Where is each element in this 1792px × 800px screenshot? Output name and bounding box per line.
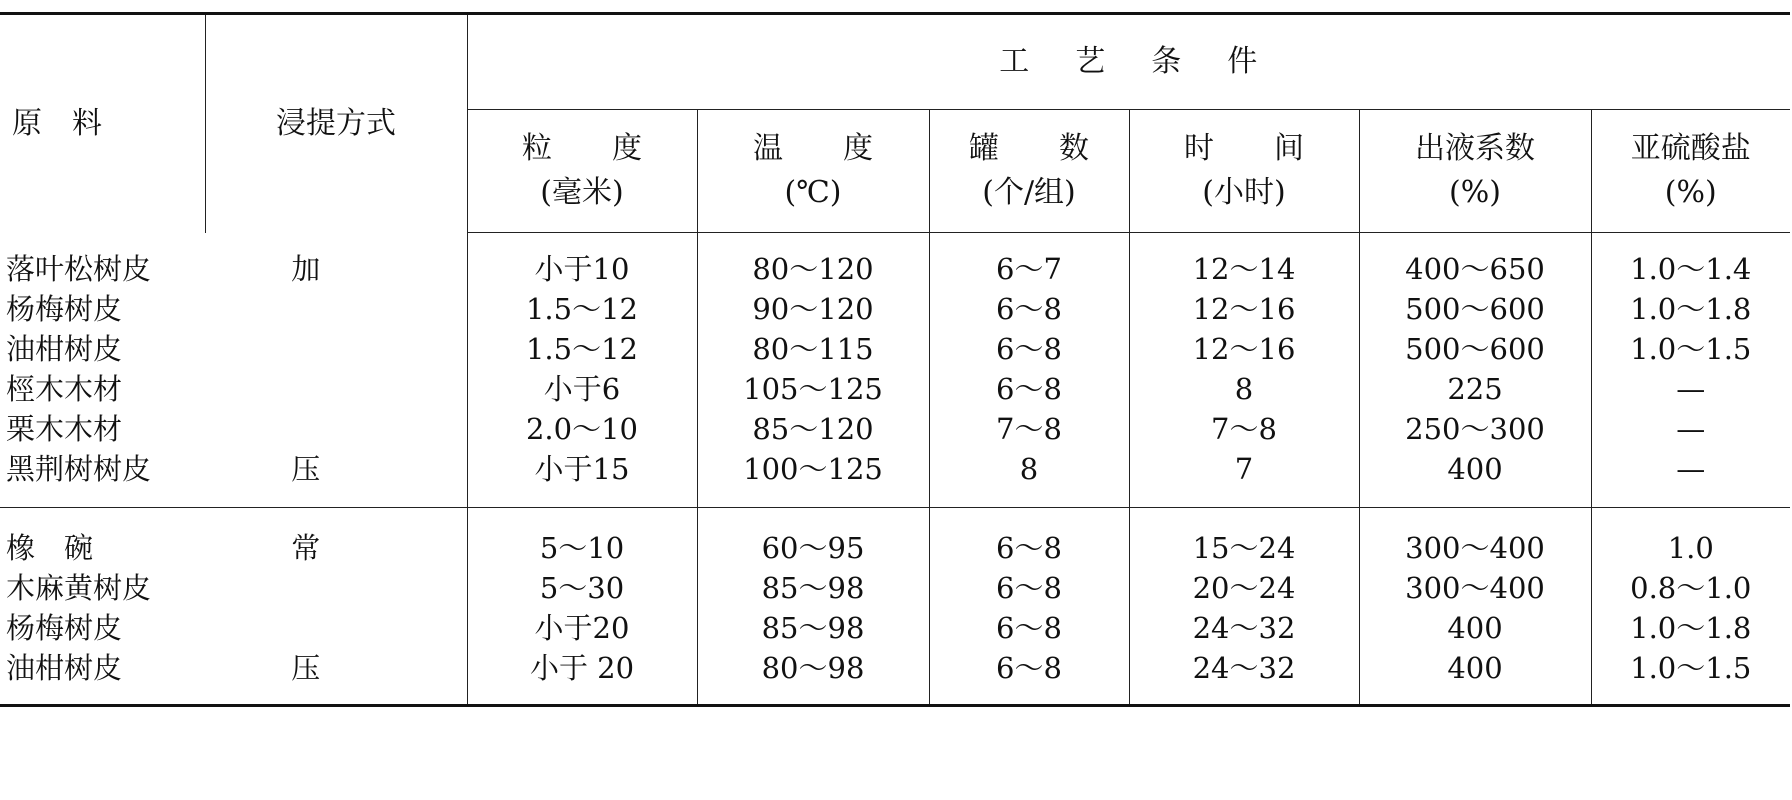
cell-yield-coefficient: 500～600	[1359, 329, 1591, 369]
cell-tank-count: 6～8	[929, 508, 1129, 569]
table-row	[0, 409, 1790, 449]
cell-time: 8	[1129, 369, 1359, 409]
cell-sulfite: 1.0～1.8	[1591, 289, 1790, 329]
cell-material: 杨梅树皮	[6, 611, 123, 645]
cell-method	[205, 289, 467, 329]
cell-yield-coefficient: 300～400	[1359, 508, 1591, 569]
cell-material: 桱木木材	[6, 372, 123, 406]
cell-temperature: 80～98	[697, 648, 929, 706]
cell-yield-coefficient: 225	[1359, 369, 1591, 409]
header-title: 罐 数	[969, 131, 1089, 166]
cell-tank-count: 6～8	[929, 329, 1129, 369]
cell-sulfite: 1.0	[1591, 508, 1790, 569]
process-conditions-table	[0, 12, 1790, 707]
cell-yield-coefficient: 500～600	[1359, 289, 1591, 329]
cell-method	[205, 329, 467, 369]
header-title: 时 间	[1184, 131, 1304, 166]
cell-tank-count: 7～8	[929, 409, 1129, 449]
cell-particle-size: 小于 20	[467, 648, 697, 706]
header-title: 出液系数	[1415, 131, 1535, 166]
header-particle-size	[467, 110, 697, 233]
cell-temperature: 80～115	[697, 329, 929, 369]
cell-time: 24～32	[1129, 648, 1359, 706]
cell-time: 12～16	[1129, 289, 1359, 329]
header-sulfite	[1591, 110, 1790, 233]
cell-yield-coefficient: 250～300	[1359, 409, 1591, 449]
cell-material: 油柑树皮	[6, 332, 123, 366]
header-method: 浸提方式	[205, 14, 467, 233]
cell-material: 黑荆树树皮	[0, 449, 205, 508]
header-title: 亚硫酸盐	[1630, 131, 1751, 166]
cell-material: 栗木木材	[6, 412, 123, 446]
table-row	[0, 648, 1790, 706]
header-unit: (%)	[1664, 175, 1717, 210]
cell-tank-count: 6～7	[929, 233, 1129, 290]
cell-time: 15～24	[1129, 508, 1359, 569]
table-row	[0, 608, 1790, 648]
header-unit: (个/组)	[982, 175, 1076, 210]
header-unit: (%)	[1449, 175, 1501, 210]
cell-method	[205, 369, 467, 409]
cell-temperature: 60～95	[697, 508, 929, 569]
header-unit: (℃)	[784, 175, 842, 210]
table-row	[0, 233, 1790, 290]
cell-yield-coefficient: 400	[1359, 449, 1591, 508]
cell-sulfite: 0.8～1.0	[1591, 568, 1790, 608]
cell-method: 加	[291, 251, 321, 286]
header-material: 原 料	[0, 14, 205, 233]
cell-material: 橡 碗	[6, 531, 94, 565]
cell-yield-coefficient: 400	[1359, 608, 1591, 648]
cell-method	[205, 608, 467, 648]
table-group-atmospheric	[0, 508, 1790, 706]
cell-method: 压	[205, 449, 467, 508]
table-header	[0, 14, 1790, 233]
cell-yield-coefficient: 400～650	[1359, 233, 1591, 290]
cell-temperature: 85～120	[697, 409, 929, 449]
cell-yield-coefficient: 300～400	[1359, 568, 1591, 608]
cell-particle-size: 小于10	[467, 233, 697, 290]
cell-time: 12～14	[1129, 233, 1359, 290]
cell-tank-count: 6～8	[929, 369, 1129, 409]
cell-method: 压	[205, 648, 467, 706]
cell-particle-size: 5～10	[467, 508, 697, 569]
header-title: 粒 度	[522, 131, 642, 166]
cell-time: 7	[1129, 449, 1359, 508]
header-tank-count	[929, 110, 1129, 233]
cell-time: 20～24	[1129, 568, 1359, 608]
cell-tank-count: 6～8	[929, 289, 1129, 329]
cell-temperature: 85～98	[697, 608, 929, 648]
cell-tank-count: 6～8	[929, 648, 1129, 706]
cell-particle-size: 小于20	[467, 608, 697, 648]
cell-sulfite: —	[1591, 409, 1790, 449]
cell-temperature: 80～120	[697, 233, 929, 290]
header-process-conditions: 工艺条件	[467, 14, 1790, 110]
table-row	[0, 329, 1790, 369]
cell-tank-count: 6～8	[929, 608, 1129, 648]
table-row	[0, 568, 1790, 608]
cell-sulfite: 1.0～1.5	[1591, 648, 1790, 706]
cell-method	[205, 568, 467, 608]
table-group-pressurized	[0, 233, 1790, 508]
table-row	[0, 369, 1790, 409]
cell-time: 24～32	[1129, 608, 1359, 648]
header-title: 温 度	[753, 131, 873, 166]
header-unit: (毫米)	[540, 175, 624, 210]
cell-time: 12～16	[1129, 329, 1359, 369]
cell-particle-size: 5～30	[467, 568, 697, 608]
cell-material: 落叶松树皮	[6, 251, 152, 286]
cell-sulfite: 1.0～1.5	[1591, 329, 1790, 369]
cell-tank-count: 6～8	[929, 568, 1129, 608]
cell-yield-coefficient: 400	[1359, 648, 1591, 706]
cell-material: 木麻黄树皮	[6, 571, 152, 605]
cell-particle-size: 小于15	[467, 449, 697, 508]
header-yield-coefficient	[1359, 110, 1591, 233]
cell-temperature: 85～98	[697, 568, 929, 608]
cell-particle-size: 小于6	[467, 369, 697, 409]
cell-temperature: 105～125	[697, 369, 929, 409]
table-row	[0, 289, 1790, 329]
cell-particle-size: 2.0～10	[467, 409, 697, 449]
cell-sulfite: 1.0～1.8	[1591, 608, 1790, 648]
header-temperature	[697, 110, 929, 233]
cell-temperature: 90～120	[697, 289, 929, 329]
cell-sulfite: —	[1591, 449, 1790, 508]
cell-material: 油柑树皮	[0, 648, 205, 706]
cell-particle-size: 1.5～12	[467, 289, 697, 329]
cell-method	[205, 409, 467, 449]
cell-particle-size: 1.5～12	[467, 329, 697, 369]
cell-material: 杨梅树皮	[6, 292, 123, 326]
header-time	[1129, 110, 1359, 233]
cell-temperature: 100～125	[697, 449, 929, 508]
table-row	[0, 449, 1790, 508]
header-unit: (小时)	[1202, 175, 1286, 210]
cell-time: 7～8	[1129, 409, 1359, 449]
cell-sulfite: —	[1591, 369, 1790, 409]
cell-method: 常	[291, 531, 321, 565]
cell-tank-count: 8	[929, 449, 1129, 508]
cell-sulfite: 1.0～1.4	[1591, 233, 1790, 290]
table-row	[0, 508, 1790, 569]
